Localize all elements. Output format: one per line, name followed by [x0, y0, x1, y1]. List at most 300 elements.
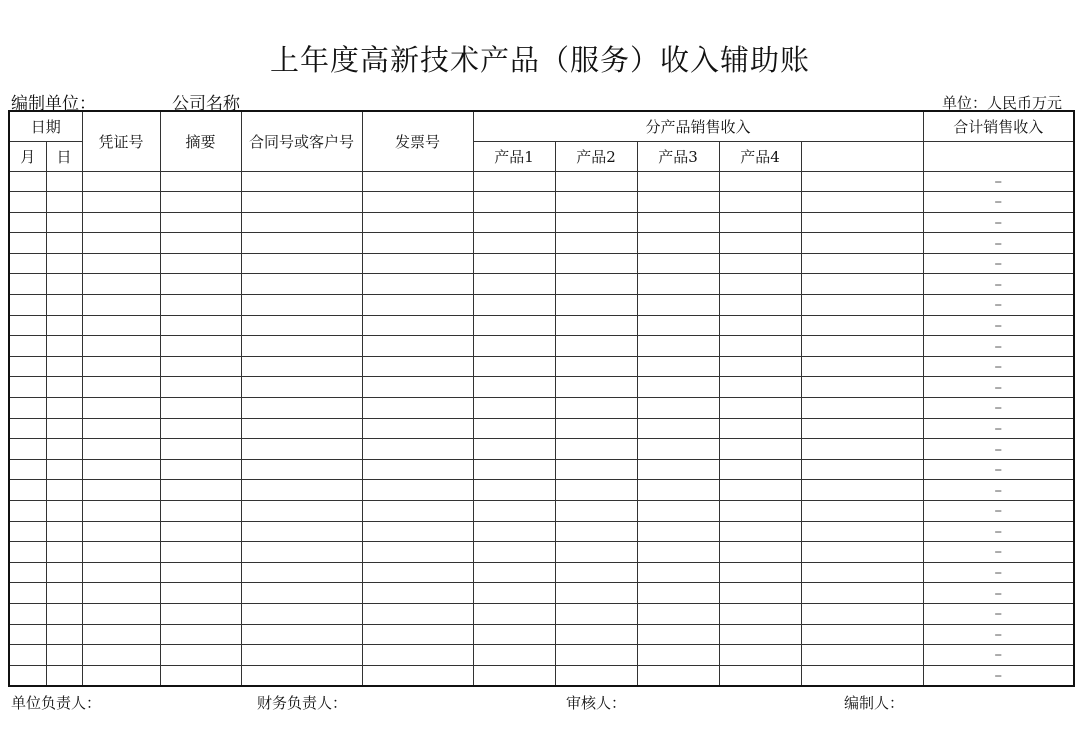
table-cell — [473, 459, 555, 480]
table-cell — [9, 274, 46, 295]
header-day: 日 — [46, 141, 82, 171]
table-cell — [46, 171, 82, 192]
table-cell — [637, 501, 719, 522]
table-cell — [9, 459, 46, 480]
table-cell — [719, 398, 801, 419]
company-name: 公司名称 — [172, 94, 240, 114]
table-cell — [555, 665, 637, 686]
total-cell: – — [923, 192, 1074, 213]
total-cell: – — [923, 356, 1074, 377]
table-cell — [362, 501, 473, 522]
total-cell: – — [923, 542, 1074, 563]
table-cell — [719, 439, 801, 460]
table-cell — [9, 562, 46, 583]
table-cell — [241, 171, 362, 192]
table-cell — [241, 233, 362, 254]
table-cell — [9, 336, 46, 357]
table-cell — [160, 212, 241, 233]
table-cell — [241, 398, 362, 419]
table-cell — [9, 439, 46, 460]
total-cell: – — [923, 624, 1074, 645]
table-cell — [801, 603, 923, 624]
table-cell — [362, 562, 473, 583]
table-cell — [637, 418, 719, 439]
table-cell — [362, 253, 473, 274]
table-cell — [160, 398, 241, 419]
table-cell — [801, 356, 923, 377]
table-cell — [82, 253, 160, 274]
table-cell — [637, 274, 719, 295]
table-cell — [719, 233, 801, 254]
table-cell — [801, 192, 923, 213]
table-cell — [160, 521, 241, 542]
table-cell — [82, 274, 160, 295]
table-row — [9, 645, 1074, 666]
header-invoice-no: 发票号 — [362, 111, 473, 171]
table-cell — [46, 459, 82, 480]
table-cell — [473, 562, 555, 583]
table-cell — [46, 439, 82, 460]
table-cell — [82, 295, 160, 316]
total-cell: – — [923, 439, 1074, 460]
table-cell — [46, 583, 82, 604]
table-cell — [555, 212, 637, 233]
compiling-unit-label: 编制单位： — [11, 94, 96, 114]
total-cell: – — [923, 562, 1074, 583]
table-row — [9, 418, 1074, 439]
table-row — [9, 315, 1074, 336]
table-cell — [241, 562, 362, 583]
table-cell — [719, 212, 801, 233]
table-cell — [473, 398, 555, 419]
table-cell — [801, 418, 923, 439]
table-cell — [160, 295, 241, 316]
table-cell — [362, 356, 473, 377]
total-cell: – — [923, 501, 1074, 522]
table-cell — [801, 562, 923, 583]
table-cell — [241, 583, 362, 604]
total-cell: – — [923, 480, 1074, 501]
table-cell — [555, 418, 637, 439]
table-cell — [801, 295, 923, 316]
table-cell — [362, 521, 473, 542]
total-cell: – — [923, 171, 1074, 192]
table-row — [9, 295, 1074, 316]
table-cell — [637, 398, 719, 419]
header-summary: 摘要 — [160, 111, 241, 171]
table-cell — [637, 583, 719, 604]
table-cell — [241, 253, 362, 274]
table-cell — [46, 624, 82, 645]
table-cell — [9, 212, 46, 233]
table-cell — [82, 603, 160, 624]
table-row — [9, 356, 1074, 377]
table-cell — [82, 501, 160, 522]
table-cell — [241, 459, 362, 480]
table-cell — [46, 542, 82, 563]
table-cell — [160, 665, 241, 686]
header-contract-customer-no: 合同号或客户号 — [241, 111, 362, 171]
table-cell — [362, 171, 473, 192]
table-cell — [555, 398, 637, 419]
table-cell — [555, 171, 637, 192]
table-cell — [555, 624, 637, 645]
table-cell — [160, 645, 241, 666]
table-cell — [46, 480, 82, 501]
table-cell — [555, 356, 637, 377]
table-cell — [160, 439, 241, 460]
table-row — [9, 562, 1074, 583]
table-cell — [82, 459, 160, 480]
table-cell — [46, 253, 82, 274]
table-cell — [473, 439, 555, 460]
table-cell — [637, 459, 719, 480]
table-cell — [160, 356, 241, 377]
table-cell — [473, 315, 555, 336]
table-cell — [801, 253, 923, 274]
table-cell — [241, 439, 362, 460]
table-cell — [82, 562, 160, 583]
table-cell — [362, 624, 473, 645]
table-row — [9, 212, 1074, 233]
footer-preparer: 编制人： — [844, 694, 905, 712]
table-cell — [473, 624, 555, 645]
table-cell — [801, 480, 923, 501]
table-cell — [82, 624, 160, 645]
table-cell — [637, 521, 719, 542]
table-cell — [46, 356, 82, 377]
ledger-table — [8, 110, 1075, 687]
header-month: 月 — [9, 141, 46, 171]
table-cell — [555, 274, 637, 295]
header-product-3: 产品3 — [637, 141, 719, 171]
table-cell — [362, 480, 473, 501]
table-cell — [9, 315, 46, 336]
table-cell — [82, 315, 160, 336]
table-cell — [637, 624, 719, 645]
table-cell — [362, 233, 473, 254]
table-cell — [160, 315, 241, 336]
table-cell — [9, 171, 46, 192]
table-cell — [241, 521, 362, 542]
table-cell — [555, 562, 637, 583]
table-cell — [637, 562, 719, 583]
table-cell — [82, 439, 160, 460]
table-cell — [82, 377, 160, 398]
table-row — [9, 583, 1074, 604]
table-cell — [9, 624, 46, 645]
table-cell — [82, 336, 160, 357]
table-row — [9, 521, 1074, 542]
table-cell — [637, 253, 719, 274]
table-row — [9, 253, 1074, 274]
table-cell — [719, 377, 801, 398]
table-cell — [241, 356, 362, 377]
table-cell — [9, 253, 46, 274]
header-date: 日期 — [9, 111, 82, 141]
table-cell — [637, 665, 719, 686]
table-cell — [473, 212, 555, 233]
table-cell — [82, 418, 160, 439]
table-cell — [473, 295, 555, 316]
table-cell — [241, 624, 362, 645]
table-cell — [362, 192, 473, 213]
table-cell — [82, 521, 160, 542]
table-cell — [241, 645, 362, 666]
table-cell — [473, 253, 555, 274]
table-cell — [719, 603, 801, 624]
total-cell: – — [923, 418, 1074, 439]
header-product-2: 产品2 — [555, 141, 637, 171]
table-cell — [473, 501, 555, 522]
table-row — [9, 377, 1074, 398]
table-cell — [160, 336, 241, 357]
table-row — [9, 480, 1074, 501]
table-cell — [637, 212, 719, 233]
table-cell — [82, 233, 160, 254]
total-cell: – — [923, 459, 1074, 480]
table-cell — [82, 212, 160, 233]
total-cell: – — [923, 398, 1074, 419]
table-row — [9, 336, 1074, 357]
table-cell — [719, 459, 801, 480]
total-cell: – — [923, 645, 1074, 666]
table-cell — [801, 645, 923, 666]
table-cell — [241, 212, 362, 233]
table-cell — [473, 521, 555, 542]
table-cell — [719, 501, 801, 522]
table-cell — [801, 315, 923, 336]
table-cell — [719, 624, 801, 645]
total-cell: – — [923, 253, 1074, 274]
table-cell — [241, 274, 362, 295]
table-cell — [362, 418, 473, 439]
table-cell — [82, 192, 160, 213]
table-cell — [9, 192, 46, 213]
table-cell — [555, 315, 637, 336]
table-cell — [241, 603, 362, 624]
table-cell — [801, 542, 923, 563]
table-cell — [555, 501, 637, 522]
header-total-blank — [923, 141, 1074, 171]
table-cell — [241, 192, 362, 213]
table-cell — [46, 295, 82, 316]
table-cell — [719, 418, 801, 439]
table-cell — [473, 377, 555, 398]
total-cell: – — [923, 233, 1074, 254]
table-cell — [473, 542, 555, 563]
table-cell — [362, 377, 473, 398]
table-cell — [801, 398, 923, 419]
header-row-1 — [9, 111, 1074, 141]
table-cell — [801, 583, 923, 604]
table-cell — [9, 233, 46, 254]
table-cell — [555, 542, 637, 563]
header-product-extra — [801, 141, 923, 171]
table-cell — [637, 171, 719, 192]
table-cell — [555, 253, 637, 274]
table-cell — [46, 315, 82, 336]
table-cell — [82, 645, 160, 666]
table-cell — [473, 583, 555, 604]
table-cell — [719, 562, 801, 583]
table-cell — [801, 439, 923, 460]
table-cell — [473, 192, 555, 213]
page-title: 上年度高新技术产品（服务）收入辅助账 — [269, 43, 810, 77]
table-cell — [801, 665, 923, 686]
table-cell — [46, 377, 82, 398]
table-cell — [637, 439, 719, 460]
table-cell — [241, 377, 362, 398]
table-cell — [637, 542, 719, 563]
table-cell — [362, 583, 473, 604]
header-total-sales-income: 合计销售收入 — [923, 111, 1074, 141]
table-cell — [160, 583, 241, 604]
table-cell — [637, 377, 719, 398]
table-cell — [719, 521, 801, 542]
table-row — [9, 192, 1074, 213]
table-cell — [160, 501, 241, 522]
total-cell: – — [923, 336, 1074, 357]
table-cell — [9, 665, 46, 686]
header-product-1: 产品1 — [473, 141, 555, 171]
table-cell — [241, 315, 362, 336]
footer-unit-head: 单位负责人： — [11, 694, 102, 712]
table-cell — [362, 459, 473, 480]
header-product-sales-income: 分产品销售收入 — [473, 111, 923, 141]
table-cell — [801, 377, 923, 398]
table-cell — [9, 295, 46, 316]
table-cell — [801, 624, 923, 645]
total-cell: – — [923, 274, 1074, 295]
table-cell — [46, 398, 82, 419]
table-cell — [241, 542, 362, 563]
table-cell — [801, 336, 923, 357]
table-cell — [9, 398, 46, 419]
table-cell — [719, 192, 801, 213]
table-cell — [160, 171, 241, 192]
table-cell — [82, 583, 160, 604]
table-cell — [555, 603, 637, 624]
table-cell — [241, 336, 362, 357]
table-cell — [362, 274, 473, 295]
table-cell — [473, 171, 555, 192]
table-cell — [637, 192, 719, 213]
table-cell — [719, 665, 801, 686]
table-row — [9, 603, 1074, 624]
table-cell — [473, 603, 555, 624]
table-cell — [82, 542, 160, 563]
table-cell — [362, 665, 473, 686]
table-cell — [9, 583, 46, 604]
table-cell — [719, 315, 801, 336]
table-row — [9, 665, 1074, 686]
table-cell — [555, 521, 637, 542]
table-cell — [719, 480, 801, 501]
table-cell — [160, 192, 241, 213]
table-cell — [473, 480, 555, 501]
table-cell — [719, 542, 801, 563]
table-cell — [801, 459, 923, 480]
table-cell — [555, 377, 637, 398]
table-cell — [473, 418, 555, 439]
table-cell — [637, 356, 719, 377]
table-cell — [719, 583, 801, 604]
table-cell — [637, 336, 719, 357]
total-cell: – — [923, 315, 1074, 336]
table-row — [9, 439, 1074, 460]
table-cell — [555, 233, 637, 254]
footer-finance-head: 财务负责人： — [257, 694, 348, 712]
table-cell — [637, 315, 719, 336]
table-cell — [46, 233, 82, 254]
table-cell — [160, 603, 241, 624]
table-cell — [9, 377, 46, 398]
table-cell — [46, 501, 82, 522]
table-cell — [9, 603, 46, 624]
table-cell — [719, 645, 801, 666]
table-cell — [46, 212, 82, 233]
table-cell — [473, 233, 555, 254]
table-cell — [82, 480, 160, 501]
table-cell — [473, 665, 555, 686]
ledger-body — [9, 171, 1074, 686]
table-cell — [555, 645, 637, 666]
table-cell — [9, 542, 46, 563]
total-cell: – — [923, 665, 1074, 686]
total-cell: – — [923, 603, 1074, 624]
table-cell — [473, 336, 555, 357]
table-cell — [241, 665, 362, 686]
table-row — [9, 542, 1074, 563]
table-cell — [82, 665, 160, 686]
table-cell — [555, 583, 637, 604]
table-cell — [9, 521, 46, 542]
table-cell — [82, 171, 160, 192]
table-cell — [362, 398, 473, 419]
table-cell — [362, 439, 473, 460]
table-cell — [801, 274, 923, 295]
table-cell — [362, 336, 473, 357]
table-cell — [46, 336, 82, 357]
total-cell: – — [923, 583, 1074, 604]
table-cell — [46, 192, 82, 213]
table-cell — [801, 501, 923, 522]
table-cell — [555, 336, 637, 357]
table-cell — [362, 315, 473, 336]
table-cell — [801, 521, 923, 542]
table-cell — [473, 274, 555, 295]
table-cell — [160, 459, 241, 480]
footer-reviewer: 审核人： — [566, 694, 627, 712]
currency-unit: 单位：人民币万元 — [941, 94, 1062, 112]
table-cell — [160, 542, 241, 563]
table-cell — [160, 562, 241, 583]
table-cell — [637, 603, 719, 624]
table-cell — [160, 624, 241, 645]
table-cell — [555, 480, 637, 501]
table-cell — [637, 645, 719, 666]
table-row — [9, 624, 1074, 645]
table-cell — [362, 542, 473, 563]
table-cell — [362, 645, 473, 666]
table-row — [9, 233, 1074, 254]
table-cell — [719, 253, 801, 274]
table-cell — [473, 645, 555, 666]
table-cell — [555, 295, 637, 316]
table-cell — [801, 212, 923, 233]
table-cell — [241, 295, 362, 316]
